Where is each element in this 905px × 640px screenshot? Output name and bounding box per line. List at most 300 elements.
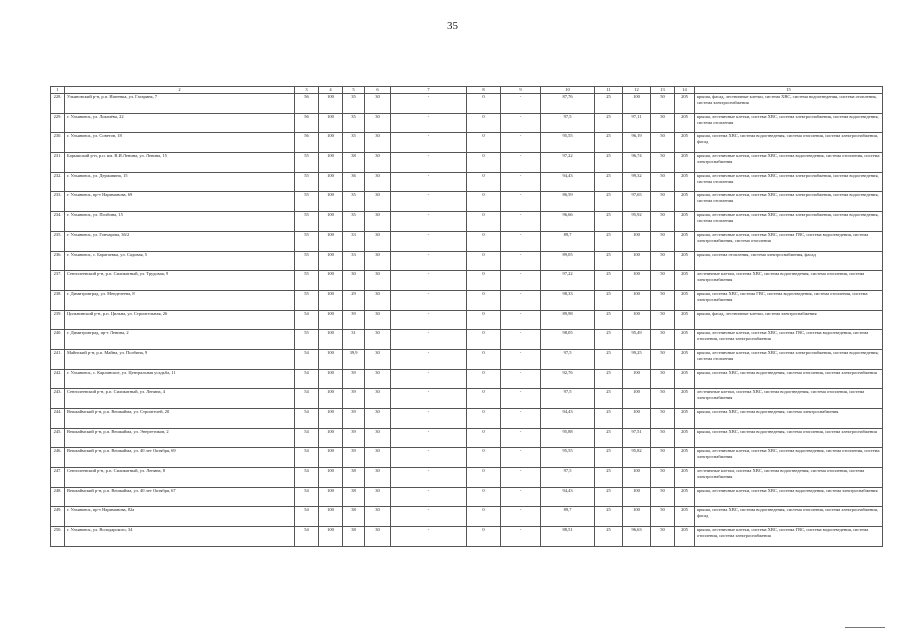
row-number-cell: 228.	[51, 94, 65, 114]
value-cell: 97,22	[541, 271, 595, 291]
address-cell: г. Димитровград, пр-т Ленина, 2	[65, 330, 295, 350]
value-cell: 39	[343, 310, 365, 330]
table-row	[51, 113, 883, 133]
value-cell: 55	[295, 251, 319, 271]
value-cell: 100	[319, 527, 343, 547]
value-cell: 100	[623, 271, 651, 291]
works-cell: крыша, система ХВС, система водоотведения, система электроснабжения	[695, 409, 883, 429]
value-cell: 95,88	[541, 428, 595, 448]
address-cell: г. Ульяновск, ул. Гончарова, 36/2	[65, 231, 295, 251]
works-cell: крыша, лестничные клетки, система ХВС, система электроснабжения, система водоотведения, система отопления	[695, 212, 883, 232]
address-cell: Вешкаймский р-н, р.п. Вешкайма, ул. Энергетиков, 2	[65, 428, 295, 448]
value-cell: -	[501, 409, 541, 429]
works-cell: крыша, лестничные клетки, система ХВС, система ГВС, система водоотведения, система электроснабжения, система отопления	[695, 231, 883, 251]
value-cell: 97,22	[541, 153, 595, 173]
value-cell: 95,92	[623, 212, 651, 232]
works-cell: крыша, система ХВС, система водоотведения, система отопления, система электроснабжения	[695, 369, 883, 389]
column-header: 9	[501, 87, 541, 94]
row-number-cell: 238.	[51, 290, 65, 310]
value-cell: -	[391, 448, 467, 468]
value-cell: 30	[365, 310, 391, 330]
row-number-cell: 233.	[51, 192, 65, 212]
column-header: 8	[467, 87, 501, 94]
column-header: 12	[623, 87, 651, 94]
address-cell: г. Ульяновск, ул. Володарского, 34	[65, 527, 295, 547]
value-cell: -	[391, 113, 467, 133]
value-cell: 97,5	[541, 349, 595, 369]
value-cell: 100	[319, 409, 343, 429]
value-cell: 35	[343, 133, 365, 153]
value-cell: 205	[675, 389, 695, 409]
column-header: 13	[651, 87, 675, 94]
works-cell: крыша, лестничные клетки, система ХВС, система электроснабжения, система водоотведения, система отопления	[695, 172, 883, 192]
value-cell: 55	[295, 212, 319, 232]
works-cell: крыша, система ХВС, система водоотведения, система отопления, система электроснабжения, фасад	[695, 133, 883, 153]
value-cell: 50	[651, 271, 675, 291]
value-cell: 30	[365, 192, 391, 212]
value-cell: 50	[651, 507, 675, 527]
value-cell: 100	[623, 231, 651, 251]
value-cell: 205	[675, 428, 695, 448]
value-cell: 0	[467, 527, 501, 547]
value-cell: 97,5	[541, 389, 595, 409]
value-cell: 50	[651, 369, 675, 389]
value-cell: 25	[595, 428, 623, 448]
value-cell: 56	[295, 113, 319, 133]
table-row	[51, 468, 883, 488]
value-cell: 54	[295, 468, 319, 488]
value-cell: -	[501, 468, 541, 488]
value-cell: 0	[467, 487, 501, 507]
address-cell: Барышский р-н, р.п. им. В.И.Ленина, ул. Ленина, 15	[65, 153, 295, 173]
value-cell: -	[501, 389, 541, 409]
works-cell: крыша, лестничные клетки, система ХВС, система ГВС, система водоотведения, система отопления, система электроснабжения	[695, 330, 883, 350]
value-cell: 25	[595, 153, 623, 173]
value-cell: 54	[295, 349, 319, 369]
value-cell: 205	[675, 231, 695, 251]
value-cell: 50	[651, 310, 675, 330]
value-cell: 0	[467, 389, 501, 409]
value-cell: 100	[319, 212, 343, 232]
value-cell: 39	[343, 448, 365, 468]
value-cell: 205	[675, 133, 695, 153]
value-cell: 50	[651, 527, 675, 547]
table-row	[51, 389, 883, 409]
value-cell: 39	[343, 428, 365, 448]
value-cell: 25	[595, 212, 623, 232]
value-cell: 30	[365, 428, 391, 448]
value-cell: 54	[295, 527, 319, 547]
value-cell: 205	[675, 409, 695, 429]
column-header: 6	[365, 87, 391, 94]
value-cell: -	[391, 369, 467, 389]
row-number-cell: 232.	[51, 172, 65, 192]
value-cell: 30	[365, 527, 391, 547]
value-cell: 95,82	[623, 448, 651, 468]
row-number-cell: 246.	[51, 448, 65, 468]
table-row	[51, 290, 883, 310]
row-number-cell: 241.	[51, 349, 65, 369]
value-cell: 25	[595, 172, 623, 192]
value-cell: 100	[319, 192, 343, 212]
value-cell: 30	[365, 113, 391, 133]
row-number-cell: 239.	[51, 310, 65, 330]
value-cell: 0	[467, 94, 501, 114]
value-cell: 0	[467, 428, 501, 448]
works-cell: крыша, система ХВС, система ГВС, система водоотведения, система отопления, система электроснабжения	[695, 290, 883, 310]
registry-table	[50, 86, 883, 547]
table-row	[51, 192, 883, 212]
value-cell: 97,11	[623, 113, 651, 133]
value-cell: -	[501, 310, 541, 330]
row-number-cell: 242.	[51, 369, 65, 389]
value-cell: 95,49	[623, 330, 651, 350]
footer-rule	[845, 627, 885, 628]
value-cell: 0	[467, 192, 501, 212]
value-cell: 100	[623, 409, 651, 429]
row-number-cell: 235.	[51, 231, 65, 251]
value-cell: 95,55	[541, 133, 595, 153]
value-cell: -	[391, 507, 467, 527]
value-cell: 35	[343, 94, 365, 114]
value-cell: -	[391, 231, 467, 251]
value-cell: -	[391, 172, 467, 192]
value-cell: 97,65	[623, 192, 651, 212]
value-cell: 100	[319, 251, 343, 271]
value-cell: 100	[623, 94, 651, 114]
value-cell: 205	[675, 212, 695, 232]
value-cell: 205	[675, 192, 695, 212]
value-cell: -	[501, 349, 541, 369]
value-cell: 100	[623, 310, 651, 330]
value-cell: 25	[595, 527, 623, 547]
value-cell: 50	[651, 487, 675, 507]
value-cell: 89,7	[541, 231, 595, 251]
value-cell: 30	[365, 172, 391, 192]
value-cell: -	[501, 507, 541, 527]
column-header: 11	[595, 87, 623, 94]
value-cell: 50	[651, 251, 675, 271]
value-cell: 30	[365, 231, 391, 251]
value-cell: 54	[295, 507, 319, 527]
works-cell: крыша, лестничные клетки, система ХВС, система водоотведения, система отопления, система электроснабжения	[695, 153, 883, 173]
row-number-cell: 229.	[51, 113, 65, 133]
works-cell: крыша, система ХВС, система водоотведения, система отопления, система электроснабжения, фасад	[695, 507, 883, 527]
value-cell: 86,59	[541, 192, 595, 212]
value-cell: -	[501, 448, 541, 468]
value-cell: -	[501, 369, 541, 389]
value-cell: 30	[365, 94, 391, 114]
value-cell: 88,51	[541, 527, 595, 547]
value-cell: -	[391, 271, 467, 291]
value-cell: 100	[319, 113, 343, 133]
value-cell: 30	[365, 468, 391, 488]
value-cell: 25	[595, 487, 623, 507]
works-cell: крыша, лестничные клетки, система ХВС, система ГВС, система водоотведения, система отопления, система электроснабжения	[695, 527, 883, 547]
value-cell: 39	[343, 369, 365, 389]
value-cell: 30	[343, 271, 365, 291]
address-cell: Ульяновский р-н, р.п. Ишеевка, ул. Гагарина, 7	[65, 94, 295, 114]
value-cell: 30	[365, 349, 391, 369]
works-cell: крыша, лестничные клетки, система ХВС, система водоотведения, система электроснабжения	[695, 487, 883, 507]
value-cell: -	[391, 330, 467, 350]
value-cell: 39	[343, 389, 365, 409]
value-cell: 96,19	[623, 133, 651, 153]
address-cell: Майнский р-н, р.п. Майна, ул. Полбина, 9	[65, 349, 295, 369]
value-cell: 54	[295, 487, 319, 507]
value-cell: 50	[651, 192, 675, 212]
table-row	[51, 251, 883, 271]
value-cell: 30	[365, 330, 391, 350]
row-number-cell: 237.	[51, 271, 65, 291]
value-cell: 205	[675, 369, 695, 389]
address-cell: Сенгилеевский р-н, р.п. Силикатный, ул. Ленина, 4	[65, 389, 295, 409]
address-cell: Вешкаймский р-н, р.п. Вешкайма, ул. 40 лет Октября, 67	[65, 487, 295, 507]
value-cell: -	[501, 527, 541, 547]
value-cell: 30	[365, 271, 391, 291]
value-cell: 35	[343, 113, 365, 133]
table-row	[51, 428, 883, 448]
value-cell: 39	[343, 409, 365, 429]
address-cell: г. Димитровград, ул. Менделеева, 8	[65, 290, 295, 310]
value-cell: 30	[365, 133, 391, 153]
value-cell: 205	[675, 172, 695, 192]
value-cell: 205	[675, 251, 695, 271]
value-cell: 205	[675, 113, 695, 133]
row-number-cell: 230.	[51, 133, 65, 153]
value-cell: 50	[651, 113, 675, 133]
value-cell: 100	[319, 133, 343, 153]
row-number-cell: 247.	[51, 468, 65, 488]
value-cell: 25	[595, 133, 623, 153]
value-cell: 0	[467, 349, 501, 369]
row-number-cell: 231.	[51, 153, 65, 173]
value-cell: 50	[651, 409, 675, 429]
table-row	[51, 369, 883, 389]
value-cell: 97,5	[541, 468, 595, 488]
table-body	[51, 94, 883, 547]
row-number-cell: 248.	[51, 487, 65, 507]
value-cell: 38	[343, 468, 365, 488]
table-row	[51, 133, 883, 153]
works-cell: крыша, система отопления, система электроснабжения, фасад	[695, 251, 883, 271]
value-cell: -	[391, 389, 467, 409]
value-cell: 36	[343, 172, 365, 192]
value-cell: 97,51	[623, 428, 651, 448]
value-cell: -	[391, 133, 467, 153]
works-cell: крыша, фасад, лестничные клетки, система ХВС, система водоотведения, система отопления, система электроснабжения	[695, 94, 883, 114]
value-cell: 205	[675, 94, 695, 114]
value-cell: -	[391, 409, 467, 429]
value-cell: 38	[343, 487, 365, 507]
address-cell: г. Ульяновск, пр-т Нариманова, 82а	[65, 507, 295, 527]
address-cell: г. Ульяновск, пр-т Нариманова, 69	[65, 192, 295, 212]
address-cell: Вешкаймский р-н, р.п. Вешкайма, ул. 40 лет Октября, 69	[65, 448, 295, 468]
value-cell: -	[391, 251, 467, 271]
value-cell: 205	[675, 448, 695, 468]
value-cell: 0	[467, 251, 501, 271]
value-cell: 205	[675, 468, 695, 488]
address-cell: г. Ульяновск, с. Баратаевка, ул. Садовая, 5	[65, 251, 295, 271]
value-cell: -	[501, 133, 541, 153]
value-cell: -	[391, 310, 467, 330]
column-header: 10	[541, 87, 595, 94]
value-cell: 100	[319, 153, 343, 173]
table-row	[51, 349, 883, 369]
works-cell: крыша, лестничные клетки, система ХВС, система электроснабжения, система водоотведения, система отопления	[695, 192, 883, 212]
value-cell: 205	[675, 290, 695, 310]
value-cell: 205	[675, 349, 695, 369]
value-cell: 55	[295, 172, 319, 192]
value-cell: 38	[343, 153, 365, 173]
value-cell: 89,7	[541, 507, 595, 527]
value-cell: 100	[319, 290, 343, 310]
value-cell: 0	[467, 133, 501, 153]
value-cell: 33	[343, 251, 365, 271]
value-cell: 50	[651, 172, 675, 192]
value-cell: 25	[595, 271, 623, 291]
value-cell: 54	[295, 389, 319, 409]
value-cell: 99,32	[623, 172, 651, 192]
value-cell: 0	[467, 330, 501, 350]
value-cell: 0	[467, 448, 501, 468]
value-cell: 205	[675, 310, 695, 330]
value-cell: 30	[365, 212, 391, 232]
value-cell: 96,66	[541, 212, 595, 232]
value-cell: -	[501, 172, 541, 192]
works-cell: крыша, лестничные клетки, система ХВС, система водоотведения, система отопления, система электроснабжения	[695, 448, 883, 468]
value-cell: -	[391, 487, 467, 507]
column-header: 14	[675, 87, 695, 94]
value-cell: 50	[651, 330, 675, 350]
table-row	[51, 271, 883, 291]
value-cell: 30	[365, 290, 391, 310]
value-cell: 25	[595, 290, 623, 310]
value-cell: 50	[651, 349, 675, 369]
address-cell: Сенгилеевский р-н, р.п. Силикатный, ул. Трудовая, 9	[65, 271, 295, 291]
value-cell: 38	[343, 527, 365, 547]
value-cell: 95,55	[541, 448, 595, 468]
value-cell: 55	[295, 290, 319, 310]
works-cell: крыша, фасад, лестничные клетки, система электроснабжения	[695, 310, 883, 330]
value-cell: 55	[295, 192, 319, 212]
value-cell: -	[391, 349, 467, 369]
value-cell: 50	[651, 212, 675, 232]
value-cell: 100	[319, 389, 343, 409]
value-cell: 25	[595, 330, 623, 350]
address-cell: Сенгилеевский р-н, р.п. Силикатный, ул. Ленина, 8	[65, 468, 295, 488]
value-cell: 25	[595, 113, 623, 133]
value-cell: 98,05	[541, 330, 595, 350]
value-cell: -	[391, 94, 467, 114]
value-cell: 87,76	[541, 94, 595, 114]
works-cell: крыша, система ХВС, система водоотведения, система отопления, система электроснабжения	[695, 428, 883, 448]
row-number-cell: 243.	[51, 389, 65, 409]
value-cell: 94,43	[541, 409, 595, 429]
value-cell: 100	[319, 271, 343, 291]
value-cell: 30	[365, 448, 391, 468]
column-header: 15	[695, 87, 883, 94]
value-cell: 30	[365, 389, 391, 409]
value-cell: 0	[467, 409, 501, 429]
value-cell: 25	[595, 349, 623, 369]
value-cell: 35	[343, 192, 365, 212]
value-cell: 100	[623, 290, 651, 310]
row-number-cell: 240.	[51, 330, 65, 350]
value-cell: 55	[295, 330, 319, 350]
value-cell: 205	[675, 527, 695, 547]
table-row	[51, 172, 883, 192]
value-cell: 25	[595, 310, 623, 330]
works-cell: лестничные клетки, система ХВС, система водоотведения, система отопления, система электроснабжения	[695, 468, 883, 488]
value-cell: -	[501, 487, 541, 507]
table-row	[51, 507, 883, 527]
value-cell: 100	[623, 369, 651, 389]
works-cell: лестничные клетки, система ХВС, система водоотведения, система отопления, система электроснабжения	[695, 389, 883, 409]
value-cell: 25	[595, 192, 623, 212]
row-number-cell: 250.	[51, 527, 65, 547]
value-cell: 98,33	[541, 290, 595, 310]
value-cell: 55	[295, 231, 319, 251]
value-cell: -	[391, 192, 467, 212]
value-cell: 0	[467, 507, 501, 527]
value-cell: 100	[623, 251, 651, 271]
value-cell: 35	[343, 212, 365, 232]
value-cell: 100	[319, 330, 343, 350]
table-row	[51, 527, 883, 547]
value-cell: 205	[675, 487, 695, 507]
address-cell: г. Ульяновск, ул. Локачёва, 22	[65, 113, 295, 133]
value-cell: -	[501, 94, 541, 114]
value-cell: 94,43	[541, 487, 595, 507]
address-cell: Вешкаймский р-н, р.п. Вешкайма, ул. Строителей, 20	[65, 409, 295, 429]
value-cell: 100	[319, 448, 343, 468]
value-cell: 96,74	[623, 153, 651, 173]
value-cell: 100	[319, 310, 343, 330]
value-cell: 50	[651, 428, 675, 448]
value-cell: 100	[623, 468, 651, 488]
value-cell: 100	[623, 487, 651, 507]
value-cell: 50	[651, 389, 675, 409]
value-cell: 54	[295, 409, 319, 429]
value-cell: -	[501, 212, 541, 232]
value-cell: 100	[623, 507, 651, 527]
table-row	[51, 487, 883, 507]
column-header: 3	[295, 87, 319, 94]
value-cell: 0	[467, 468, 501, 488]
works-cell: крыша, лестничные клетки, система ХВС, система электроснабжения, система водоотведения, система отопления	[695, 349, 883, 369]
value-cell: 54	[295, 369, 319, 389]
column-header: 2	[65, 87, 295, 94]
table-row	[51, 409, 883, 429]
value-cell: -	[391, 153, 467, 173]
value-cell: 97,5	[541, 113, 595, 133]
column-header: 7	[391, 87, 467, 94]
value-cell: 31	[343, 330, 365, 350]
value-cell: 100	[319, 231, 343, 251]
value-cell: 89,98	[541, 310, 595, 330]
value-cell: 30	[365, 487, 391, 507]
value-cell: 25	[595, 231, 623, 251]
value-cell: -	[391, 290, 467, 310]
value-cell: -	[501, 153, 541, 173]
row-number-cell: 244.	[51, 409, 65, 429]
value-cell: 38	[343, 507, 365, 527]
address-cell: г. Ульяновск, с. Карлинское, ул. Центральная усадьба, 11	[65, 369, 295, 389]
value-cell: 54	[295, 428, 319, 448]
value-cell: 30	[365, 369, 391, 389]
works-cell: лестничные клетки, система ХВС, система водоотведения, система отопления, система электроснабжения	[695, 271, 883, 291]
